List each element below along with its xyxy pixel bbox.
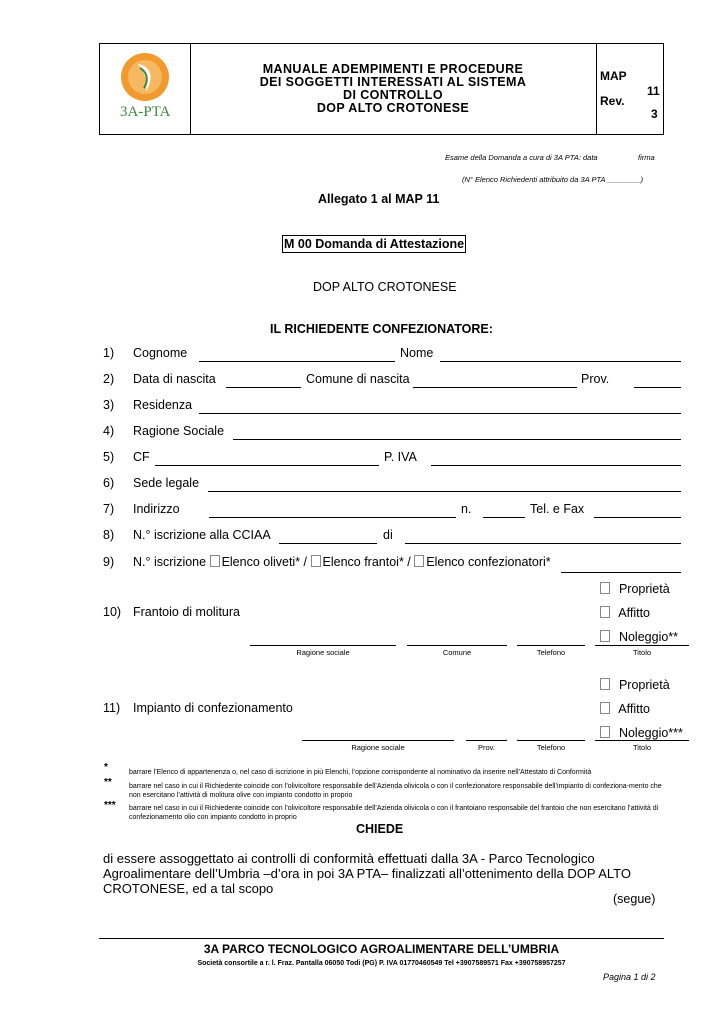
caption-telefono: Telefono — [536, 743, 566, 752]
checkbox-icon — [600, 630, 610, 642]
logo-cell — [100, 44, 191, 134]
impianto-prov-field[interactable] — [466, 740, 507, 741]
exam-firma: firma — [638, 153, 655, 162]
caption-ragione-sociale: Ragione sociale — [351, 743, 405, 752]
tel-fax-label: Tel. e Fax — [530, 502, 585, 516]
cf-field[interactable] — [155, 465, 379, 466]
impianto-ragione-field[interactable] — [302, 740, 454, 741]
row-number: 5) — [103, 450, 115, 464]
row-number: 6) — [103, 476, 115, 490]
ragione-sociale-label: Ragione Sociale — [133, 424, 225, 438]
footnote: barrare l’Elenco di appartenenza o, nel caso di iscrizione in più Elenchi, l’opzione corrispondente al nominativo da inserire nell’Attestato di Conformità — [129, 769, 592, 776]
chiede-heading: CHIEDE — [356, 822, 404, 836]
model-title: M 00 Domanda di Attestazione — [284, 237, 465, 251]
exam-note: Esame della Domanda a cura di 3A PTA: data — [445, 153, 598, 162]
tel-fax-field[interactable] — [594, 517, 681, 518]
note-mark: ** — [104, 777, 112, 788]
cciaa-label: N.° iscrizione alla CCIAA — [133, 528, 271, 542]
checkbox-icon — [600, 702, 610, 714]
iscrizione-row — [133, 555, 551, 569]
caption-telefono: Telefono — [536, 648, 566, 657]
frantoio-label: Frantoio di molitura — [133, 605, 240, 619]
title-line-3: DI CONTROLLO — [343, 88, 443, 102]
indirizzo-label: Indirizzo — [133, 502, 180, 516]
allegato-label: Allegato 1 al MAP 11 — [318, 192, 440, 206]
title-line-2: DEI SOGGETTI INTERESSATI AL SISTEMA — [259, 75, 527, 89]
comune-nascita-field[interactable] — [413, 387, 577, 388]
frantoio-option-noleggio[interactable] — [600, 630, 678, 644]
row-number: 9) — [103, 555, 115, 569]
sede-legale-field[interactable] — [208, 491, 681, 492]
cf-label: CF — [133, 450, 150, 464]
frantoio-titolo-field[interactable] — [595, 645, 689, 646]
title-line-1: MANUALE ADEMPIMENTI E PROCEDURE — [262, 62, 524, 76]
footer-details: Società consortile a r. l. Fraz. Pantalla 06050 Todi (PG) P. IVA 01770460549 Tel +3907589571 Fax +390758957257 — [197, 960, 566, 967]
impianto-number: 11) — [103, 701, 121, 715]
row-number: 7) — [103, 502, 115, 516]
page-number: Pagina 1 di 2 — [603, 972, 656, 982]
map-cell — [596, 44, 664, 134]
option-label: Proprietà — [618, 582, 670, 596]
note-mark: * — [104, 762, 108, 773]
checkbox-icon — [600, 606, 610, 618]
frantoio-ragione-field[interactable] — [250, 645, 396, 646]
row-number: 2) — [103, 372, 115, 386]
document-header — [99, 43, 664, 135]
row-number: 1) — [103, 346, 115, 360]
footer-org: 3A PARCO TECNOLOGICO AGROALIMENTARE DELL’UMBRIA — [203, 942, 560, 956]
frantoio-comune-field[interactable] — [407, 645, 507, 646]
impianto-titolo-field[interactable] — [595, 740, 689, 741]
impianto-option-proprieta[interactable] — [600, 678, 670, 692]
oliveti-checkbox[interactable] — [210, 555, 220, 567]
impianto-telefono-field[interactable] — [517, 740, 585, 741]
cognome-field[interactable] — [199, 361, 395, 362]
indirizzo-field[interactable] — [209, 517, 456, 518]
di-field[interactable] — [405, 543, 681, 544]
elenco-note: (N° Elenco Richiedenti attribuito da 3A PTA ________) — [462, 175, 644, 184]
title-line-4: DOP ALTO CROTONESE — [316, 101, 470, 115]
dop-label: DOP ALTO CROTONESE — [313, 280, 457, 294]
caption-titolo: Titolo — [632, 648, 652, 657]
rev-label: Rev. — [600, 94, 625, 108]
impianto-option-noleggio[interactable] — [600, 726, 683, 740]
body-paragraph: di essere assoggettato ai controlli di conformità effettuati dalla 3A - Parco Tecnologico Agroalimentare dell’Umbria –d’ora in poi 3A PTA– finalizzati all’ottenimento della DOP ALTO CROTONESE, ed a tal scopo — [103, 851, 631, 896]
iscrizione-field[interactable] — [561, 572, 681, 573]
n-civico-label: n. — [461, 502, 472, 516]
piva-field[interactable] — [431, 465, 681, 466]
caption-titolo: Titolo — [632, 743, 652, 752]
checkbox-icon — [600, 726, 610, 738]
option-label: Affitto — [618, 702, 650, 716]
frantoio-telefono-field[interactable] — [517, 645, 585, 646]
rev-value: 3 — [651, 107, 658, 121]
iscrizione-label: N.° iscrizione — [133, 555, 207, 569]
impianto-label: Impianto di confezionamento — [133, 701, 293, 715]
ragione-sociale-field[interactable] — [233, 439, 681, 440]
comune-nascita-label: Comune di nascita — [306, 372, 410, 386]
caption-prov: Prov. — [478, 743, 495, 752]
frantoi-label: Elenco frantoi* / — [322, 555, 411, 569]
cognome-label: Cognome — [133, 346, 188, 360]
row-number: 4) — [103, 424, 115, 438]
row-number: 3) — [103, 398, 115, 412]
n-civico-field[interactable] — [483, 517, 525, 518]
row-number: 8) — [103, 528, 115, 542]
confezionatori-label: Elenco confezionatori* — [426, 555, 551, 569]
note-mark: *** — [104, 800, 116, 811]
confezionatori-checkbox[interactable] — [414, 555, 424, 567]
frantoio-option-proprieta[interactable] — [600, 582, 670, 596]
section-title: IL RICHIEDENTE CONFEZIONATORE: — [270, 322, 493, 336]
option-label: Affitto — [618, 606, 650, 620]
prov-field[interactable] — [634, 387, 681, 388]
oliveti-label: Elenco oliveti* / — [221, 555, 308, 569]
di-label: di — [383, 528, 393, 542]
nome-field[interactable] — [440, 361, 681, 362]
map-value: 11 — [647, 84, 660, 98]
footnote: barrare nel caso in cui il Richiedente coincide con l’olivicoltore responsabile dell’Azienda olivicola o con il confezionatore responsabile dell’impianto di confeziona-mento che non esercitano l’attività di molitura olive con impianto condotto in proprio — [129, 783, 662, 799]
piva-label: P. IVA — [384, 450, 417, 464]
data-nascita-label: Data di nascita — [133, 372, 216, 386]
prov-label: Prov. — [581, 372, 610, 386]
frantoi-checkbox[interactable] — [311, 555, 321, 567]
cciaa-field[interactable] — [279, 543, 377, 544]
residenza-field[interactable] — [199, 413, 681, 414]
manual-title — [190, 44, 597, 134]
residenza-label: Residenza — [133, 398, 193, 412]
checkbox-icon — [600, 678, 610, 690]
caption-ragione-sociale: Ragione sociale — [296, 648, 350, 657]
data-nascita-field[interactable] — [226, 387, 301, 388]
sede-legale-label: Sede legale — [133, 476, 200, 490]
checkbox-icon — [600, 582, 610, 594]
frantoio-option-affitto[interactable] — [600, 606, 650, 620]
option-label: Noleggio** — [618, 630, 679, 644]
nome-label: Nome — [400, 346, 434, 360]
map-label: MAP — [600, 69, 627, 83]
caption-comune: Comune — [442, 648, 472, 657]
logo-label: 3A-PTA — [120, 104, 171, 120]
impianto-option-affitto[interactable] — [600, 702, 650, 716]
footnote: barrare nel caso in cui il Richiedente coincide con l’olivicoltore responsabile dell’Azienda olivicola o con il frantoiano responsabile del frantoio che non esercitano l’attività di confezionamento olio con impianto condotto in proprio — [129, 805, 659, 821]
segue-label: (segue) — [613, 892, 656, 906]
frantoio-number: 10) — [103, 605, 122, 619]
footer-divider — [99, 938, 664, 939]
option-label: Proprietà — [618, 678, 670, 692]
option-label: Noleggio*** — [618, 726, 683, 740]
